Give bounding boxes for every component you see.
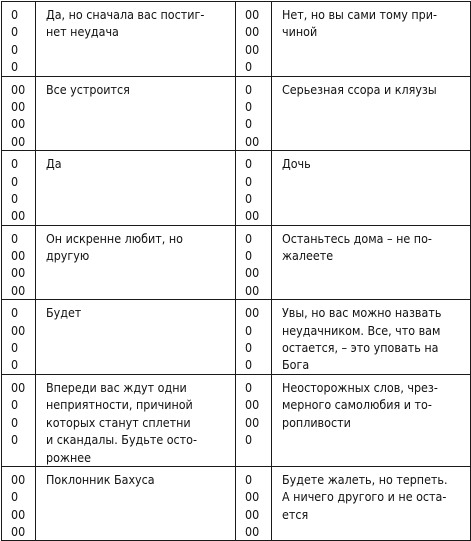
answer-line: неудачником. Все, что вам: [282, 322, 441, 338]
table-row: [2, 466, 471, 541]
answer-line: Останьтесь дома – не по-: [282, 230, 432, 246]
code-line: 0: [11, 190, 19, 206]
code-line: 0: [245, 322, 253, 338]
code-line: 00: [245, 41, 260, 57]
answer-cell: [36, 300, 236, 375]
answer-line: Бога: [282, 357, 310, 373]
code-line: 00: [11, 282, 26, 298]
answer-line: ропливости: [282, 414, 351, 430]
code-line: 00: [245, 133, 260, 149]
table-row: [2, 374, 471, 466]
answer-line: рожнее: [46, 449, 91, 465]
answer-line: Дочь: [282, 156, 311, 172]
answer-line: Будет: [46, 305, 82, 321]
code-line: 00: [245, 524, 260, 540]
code-line: 00: [245, 397, 260, 413]
code-line: 00: [11, 265, 26, 281]
code-line: 00: [245, 489, 260, 505]
code-line: 0: [11, 156, 19, 172]
code-line: 00: [11, 471, 26, 487]
answer-line: Да, но сначала вас постиг-: [46, 7, 205, 22]
code-line: 00: [11, 322, 26, 338]
code-cell: [2, 374, 36, 466]
code-line: 0: [245, 432, 253, 448]
answer-cell: [36, 2, 236, 77]
answer-cell: [36, 151, 236, 226]
code-line: 0: [11, 432, 19, 448]
answer-line: Да: [46, 156, 62, 172]
code-line: 0: [11, 357, 19, 373]
answer-line: Нет, но вы сами тому при-: [282, 7, 438, 22]
code-line: 0: [245, 379, 253, 395]
code-line: 0: [245, 357, 253, 373]
code-cell: [2, 2, 36, 77]
code-line: 0: [245, 340, 253, 356]
answer-cell: [272, 2, 471, 77]
answer-line: чиной: [282, 24, 318, 40]
answer-line: мерного самолюбия и то-: [282, 397, 432, 413]
answer-cell: [272, 466, 471, 541]
code-line: 00: [245, 24, 260, 40]
code-line: 00: [11, 248, 26, 264]
code-line: 0: [11, 230, 19, 246]
table-row: [2, 151, 471, 226]
oracle-table: [1, 1, 471, 541]
answer-line: неприятности, причиной: [46, 397, 193, 413]
code-cell: [236, 374, 272, 466]
answer-line: Он искренне любит, но: [46, 230, 183, 246]
code-line: 0: [11, 414, 19, 430]
answer-line: Неосторожных слов, чрез-: [282, 379, 438, 395]
answer-line: которых станут сплетни: [46, 414, 191, 430]
code-line: 0: [11, 7, 19, 22]
code-line: 00: [11, 98, 26, 114]
code-line: 00: [245, 265, 260, 281]
code-line: 0: [11, 305, 19, 321]
answer-line: Все устроится: [46, 81, 130, 97]
table-row: [2, 225, 471, 300]
code-line: 00: [245, 305, 260, 321]
answer-line: А ничего другого и не оста-: [282, 489, 447, 505]
code-line: 00: [11, 524, 26, 540]
code-line: 0: [245, 156, 253, 172]
table-row: [2, 300, 471, 375]
code-line: 0: [245, 116, 253, 132]
code-line: 0: [11, 173, 19, 189]
code-line: 0: [245, 471, 253, 487]
code-line: 0: [11, 397, 19, 413]
code-cell: [236, 2, 272, 77]
code-line: 0: [11, 41, 19, 57]
code-line: 0: [245, 230, 253, 246]
code-line: 00: [11, 133, 26, 149]
answer-line: ется: [282, 506, 309, 522]
code-line: 0: [245, 59, 253, 75]
code-cell: [2, 76, 36, 151]
answer-cell: [36, 225, 236, 300]
answer-cell: [36, 374, 236, 466]
code-line: 0: [11, 59, 19, 75]
answer-line: Впереди вас ждут одни: [46, 379, 187, 395]
table-row: [2, 2, 471, 77]
code-line: 00: [11, 81, 26, 97]
answer-line: Будете жалеть, но терпеть.: [282, 471, 448, 487]
code-cell: [2, 225, 36, 300]
code-line: 0: [245, 81, 253, 97]
answer-line: нет неудача: [46, 24, 119, 40]
answer-line: жалеете: [282, 248, 334, 264]
code-line: 00: [245, 414, 260, 430]
answer-cell: [272, 300, 471, 375]
code-cell: [236, 76, 272, 151]
code-line: 00: [11, 506, 26, 522]
code-line: 0: [11, 489, 19, 505]
code-cell: [2, 466, 36, 541]
answer-cell: [36, 466, 236, 541]
answer-cell: [272, 225, 471, 300]
code-line: 0: [245, 190, 253, 206]
code-line: 0: [245, 98, 253, 114]
code-line: 00: [245, 7, 260, 22]
answer-cell: [36, 76, 236, 151]
answer-cell: [272, 76, 471, 151]
code-line: 00: [11, 208, 26, 224]
code-line: 0: [11, 340, 19, 356]
code-cell: [236, 151, 272, 226]
answer-line: Серьезная ссора и кляузы: [282, 81, 437, 97]
table-row: [2, 76, 471, 151]
answer-line: другую: [46, 248, 90, 264]
code-line: 00: [245, 506, 260, 522]
code-cell: [236, 466, 272, 541]
answer-cell: [272, 374, 471, 466]
code-cell: [2, 151, 36, 226]
code-cell: [236, 300, 272, 375]
code-cell: [2, 300, 36, 375]
code-line: 0: [245, 173, 253, 189]
code-line: 00: [11, 116, 26, 132]
answer-line: остается, – это уповать на: [282, 340, 439, 356]
answer-line: Увы, но вас можно назвать: [282, 305, 442, 321]
code-line: 00: [11, 379, 26, 395]
code-line: 0: [11, 24, 19, 40]
code-line: 0: [245, 248, 253, 264]
answer-cell: [272, 151, 471, 226]
code-line: 00: [245, 282, 260, 298]
code-line: 00: [245, 208, 260, 224]
code-cell: [236, 225, 272, 300]
answer-line: Поклонник Бахуса: [46, 471, 155, 487]
answer-line: и скандалы. Будьте осто-: [46, 432, 198, 448]
